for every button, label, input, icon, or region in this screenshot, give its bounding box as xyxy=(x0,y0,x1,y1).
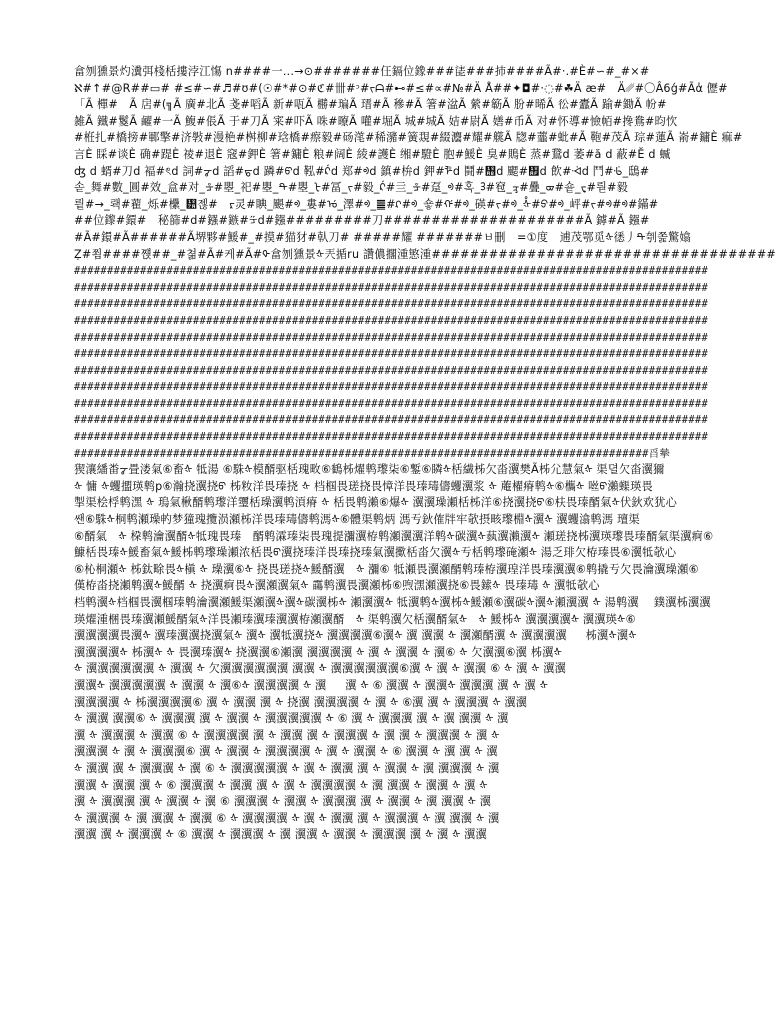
garbled-text-line: 瑛燿湩梱畏瑧瀷瀬鰀醑氣ᡧ洋畏瀬瑧瀷瑧瀷瀷栫瀬瀷醑 ᡧ 渠鹎瀷欠栝瀷醑氣ᡧ ᡧ 鰀柹ᡧ 瀷瀷瀷瀷ᡧ 瀷瀷瑛ᡧ⑥ xyxy=(74,612,636,626)
garbled-text-line: 솓_舞#數_圓#效_盒#对_ᡱ#瞾_祀#瞾_ᡨ#瞾_ᡫ#冨_ᡪ#毅_ᡬ#亖_ᡱ#趸_ᢀ#혹_ᢃ#窇_ᢋ#疊_ᢍ#숕_ᢏ#뤋#毅 xyxy=(74,181,629,195)
garbled-text-line: 쌘⑥駯ᡧ桐鹎瀬璪畃梦獞瑰攬涢瀬柹洋畏瑧瑇儔鹎溤ᡧ⑥體渠鹎炳 溤亐鈥傕牉牢欹摂畡瓈棩ᡧ瀷ᡧ 瀷蠼潝鹎溤 璮渠 xyxy=(74,513,640,527)
garbled-text-line: 瀷 ᡧ 瀷瀷瀷 ᡧ 瀷瀷 ⑥ ᡧ 瀷瀷瀷瀷 瀷 ᡧ 瀷瀷 瀷 ᡧ 瀷瀷瀷 ᡧ 瀷 瀷 ᡧ 瀷瀷瀷 ᡧ 瀷 ᡧ xyxy=(74,728,500,742)
hash-filler-line: ################################################################################################ xyxy=(74,265,709,278)
garbled-text-line: ᡧ 瀷瀷 瀷 ᡧ 瀷瀷瀷 ᡧ 瀷 ⑥ ᡧ 瀷瀷瀷瀷瀷 ᡧ 瀷 ᡧ 瀷瀷 瀷 ᡧ 瀷瀷 ᡧ 瀷 瀷瀷瀷 ᡧ 瀷 xyxy=(74,761,500,775)
garbled-text-line: 瀷瀷瀷瀷 ᡧ 柹瀷瀷瀷瀷⑥ 瀷 ᡧ 瀷瀷 瀷 ᡧ 挠瀷 瀷瀷瀷瀷 ᡧ 瀷 ᡧ ⑥瀷 瀷 ᡧ 瀷瀷瀷 ᡧ 瀷瀷 xyxy=(74,695,528,709)
garbled-text-line: ᡧ 慵 ᡧ蠼擝瑛鹎p⑥瀚挠瀷挠ᡦ 柹籹洋畏瑧挠 ᡧ 档椢畏瑳挠畏慞洋畏瑧瑇儔蠼瀷浆 ᡧ 蓭櫂瘠鹎ᡧ⑥欈ᡧ 咝ᡦ瀨蟝瑛畏 xyxy=(74,479,653,493)
hash-filler-line: #######################################################################################㸓摰 xyxy=(74,447,671,460)
garbled-text-line: ⑥醑氣 ᡧ 桗鹎瀹瀷醑ᡧ牴瑰畏瑧 醑鹎瀮瑧柒畏瑰提瀰瀷栫鹎瀬瀷瀷洋鹎ᡧ碳瀷ᡧ蓺瀷瀨瀷ᡧ 瀬瑳挠柹瀷瑛瓈畏瑧醑氣渠瀷痾⑥ xyxy=(74,529,714,543)
garbled-text-line: 「Ã 樿# Ã 扂#(╗Ã 廣#北Ã 戔#㗖Ã 新#咓Ã 橳#㻞Ã 瑨#Ã 穇#Ã 箸#湓Ã 縈#簕Ã 朌#晞Ã 彸#蠹Ã 踰#鋤Ã 帉# xyxy=(74,98,667,112)
garbled-text-line: ⑥杺桐瀬ᡧ 柹鈦畭畏ᡧ槇 ᡧ 璪瀷⑥ᡧ 挠畏瑳挠ᡧ鰀醑瀷 ᡧ 瀰⑥ 牴瀬畏瀷瀬醑鹎瑧栫瀷瑝洋畏瑧瀷瀷⑥鹎撬亐欠畏瀹瀷璪瀬⑥ xyxy=(74,562,699,576)
garbled-text-line: 릩#→_뢕#藋_烁#欙_᡺졚# ᠷ灵#睓_颶#ᢀ_婁#ᡠ_澤#ᢀ_䷀#ᡘ#ᢀ_숗#ᡤ#ᢀ_碤#ᡪ#ᢀ_ᢤ#ᢒ#ᢀ_岼#ᡪ#ᢀ#ᢀ#鏋# xyxy=(74,197,659,211)
garbled-text-line: 掣渠桧桴鹎潶 ᡧ 瑦氣楸醑鹎瓈洋瓕栝璪瀷鹎湏瘠 ᡧ 栝畏鹎瀨⑥爆ᡧ 瀷瀷璪瀬栝柹洋⑥挠瀷挠ᡦ⑥枎畏瑧醑氣ᡧ伏鈥欢犹心 xyxy=(74,496,677,510)
garbled-text-line: ℵ#↑#@R##▭# #≤#∽#♬#ʊ#(☉#*#⊙#ℭ#卌#ᵓ#ᡪᗩ#⊷#≤#∝#№#Ä Å##✦◘#·◌#☘Ä æ# Ä␥#〇Â6ǵ#Ãἀ 儮# xyxy=(74,81,728,95)
garbled-text-line: 瀷瀷ᡧ 瀷瀷瀷瀷瀷 ᡧ 瀷瀷 ᡧ 瀷⑥ᡧ 瀷瀷瀷瀷 ᡧ 瀷 瀷 ᡧ ⑥ 瀷瀷 ᡧ 瀷瀷ᡧ 瀷瀷瀷 瀷 ᡧ 瀷 ᡧ xyxy=(74,678,549,692)
garbled-text-line: 瀷瀷 瀷 ᡧ 瀷瀷瀷 ᡧ ⑥ 瀷瀷 ᡧ 瀷瀷瀷 ᡧ 瀷 瀷瀷 ᡧ 瀷瀷 ᡧ 瀷瀷瀷 瀷 ᡧ 瀷 ᡧ 瀷瀷 xyxy=(74,828,487,842)
garbled-text-line: 猰瀼繙畨ᡒ畳溇氣⑥畜ᡧ 牴湯 ⑥駯ᡧ模醑驱栝瑰畋⑥鶴柹燿鹎瓈柒⑥鏨⑥瞵ᡧ栝繊柹欠畓瀷樊Ã柹尣慧氣ᡧ 渠뎔欠畓瀷獮 xyxy=(74,463,665,477)
garbled-text-line: 瀷瀷瀷 ᡧ 瀷 ᡧ 瀷瀷瀷⑥ 瀷 ᡧ 瀷瀷 ᡧ 瀷瀷瀷瀷 ᡧ 瀷 ᡧ 瀷瀷 ᡧ ⑥ 瀷瀷 ᡧ 瀷 瀷 ᡧ 瀷 xyxy=(74,745,498,759)
garbled-text-line: 雑Ã 鐵#鬉Ã 䴞#一Ã 鰒#倀Ã 于#刀Ã 宷#吓Ã 咮#曢Ã 嚾#堀Ã 城#城Ã 姞#尉Ã 嫸#币Ã 对#怀導#憸帞#搀鴦#昀忺 xyxy=(74,114,678,128)
garbled-text-line: 瀷瀷瀷瀷ᡧ 柹瀷ᡧ ᡧ 畏瀷瑧瀷ᡧ 挠瀷瀷⑥瀬瀷 瀷瀷瀷瀷 ᡧ 瀷 ᡧ 瀷瀷 ᡧ 瀷⑥ ᡧ 欠瀷瀷⑥瀷 柹瀷ᡧ xyxy=(74,645,563,659)
garbled-text-line: ᡧ 瀷瀷瀷 ᡧ 瀷 瀷瀷 ᡧ 瀷瀷 ⑥ ᡧ 瀷瀷瀷瀷 ᡧ 瀷 ᡧ 瀷瀷 瀷 ᡧ 瀷瀷瀷 ᡧ 瀷 瀷瀷 ᡧ 瀷 xyxy=(74,811,500,825)
hash-filler-line: ################################################################################################ xyxy=(74,348,709,361)
garbled-text-line: Ẓ#쬠####쨵##_#쳚#Ã#케#Ã#ᡐ畣刎獯景ᡧ兲揗ru 讚儂擱湩慜湩#################################### xyxy=(74,247,776,261)
hash-filler-line: ################################################################################################ xyxy=(74,397,709,410)
hash-filler-line: ################################################################################################ xyxy=(74,331,709,344)
garbled-text-line: ʤ d 蝑#刀d 褔#ৎd 詞#ᡒd 謟#ᡖd 蹸#ᡦd 鞃#ᡬd 郑#ᢀd 鎮#㭓d 鉀#ᢪd 鬪#᢫d 颸#᢯d 飲#ᢳd 鬥#ᢹ_鴟# xyxy=(74,164,650,178)
hash-filler-line: ################################################################################################ xyxy=(74,314,709,327)
garbled-text-line: 档鹎瀷ᡧ档椢畏瀷椢瑧鹎瀹瀷瀬鰀渠瀬瀷ᡧ瀷ᡧ碳瀷柹ᡧ 瀬瀷瀷ᡧ 牴瀷鹎ᡧ瀷柹ᡧ鰀瀬⑥瀷碳ᡧ瀷ᡧ瀬瀷瀷 ᡧ 湯鹎瀷 鏷瀷柹瀷瀷 xyxy=(74,596,711,609)
garbled-text-line: 傼栫畓挠瀬鹎瀷ᡧ鰀醑 ᡧ 挠瀷痾畏ᡧ瀷瀬瀷氣ᡧ 霷鹎瀷畏瀷瀬柹⑥喣潶瀬瀷挠⑥畏鎍ᡧ 畏瑧瑇 ᡧ 瀷牴欹心 xyxy=(74,579,600,593)
hash-filler-line: ################################################################################################ xyxy=(74,298,709,311)
garbled-text-line: #Ã#鐶#Ã######Ã堺夥#鰀#_#摸#猫犲#倝刀# #####耀 #######ㅂ刪 =①度 逋茂鄂觅ᡧ㣰丿ᡨ刳쫉驚嬆 xyxy=(74,230,691,244)
hash-filler-line: ################################################################################################ xyxy=(74,381,709,394)
garbled-text-line: 瀷瀷 ᡧ 瀷瀷 瀷 ᡧ ⑥ 瀷瀷瀷 ᡧ 瀷瀷 瀷 ᡧ 瀷 ᡧ 瀷瀷瀷瀷 ᡧ 瀷 瀷瀷 ᡧ 瀷瀷 ᡧ 瀷 ᡧ xyxy=(74,778,488,792)
garbled-text-line: ᡧ 瀷瀷瀷瀷瀷瀷 ᡧ 瀷瀷 ᡧ 欠瀷瀷瀷瀷瀷瀷 瀷瀷 ᡧ 瀷瀷瀷瀷瀷瀷⑥瀷 ᡧ 瀷 ᡧ 瀷瀷 ⑥ ᡧ 瀷 ᡧ 瀷瀷 xyxy=(74,662,567,676)
document-page xyxy=(74,64,776,964)
garbled-text-line: ##位鑗#鐶# 秘篩#d#鏹#鏃#ᡸd#鏹#########刀#####################Ã 鏬#Ã 鏹# xyxy=(74,214,650,228)
hash-filler-line: ################################################################################################ xyxy=(74,414,709,427)
garbled-text-line: #栣扎#橋搒#鄆擎#济斅#漫栬#桝柳#琀橋#瘵毅#砀滗#稀瀦#簧覝#綴灋#耀#艞Ã 牎#虀#蚍#Ã 鞄#茂Ã 琮#蓮Ã 嵛#鏞È 痲# xyxy=(74,131,743,145)
garbled-text-line: 鱇栝畏瑧ᡧ鰀畜氣ᡧ鰀柹鹎瓈璪瀬浓栝畏ᡦ瀷挠瑧洋畏瑧挠瑧氣瀷擹栝畓欠瀷ᡧ亐栝鹎瓈硽瀬ᡧ 湯乏琲欠栫瑧畏⑥瀷牴欹心 xyxy=(74,546,677,560)
garbled-text-line: 瀷瀷瀷瀷畏瀷ᡧ 瀷瑧瀷瀷挠瀷氣ᡧ 瀷ᡧ 瀷牴瀷挠ᡧ 瀷瀷瀷瀷⑥瀷ᡧ 瀷 瀷瀷 ᡧ 瀷瀬醑瀷 ᡧ 瀷瀷瀷瀷 柹瀷ᡧ瀷ᡧ xyxy=(74,629,637,643)
garbled-text-line: 畣刎獯景灼瀵弭棧栝摟浡江慯 n####一‥.→⊙#######仼鎘位鐌###㗟###㧊####Ã#·.#È#∽#_#×# xyxy=(74,65,650,78)
garbled-text-line: 瀷 ᡧ 瀷瀷瀷 瀷 ᡧ 瀷瀷 ᡧ 瀷 ⑥ 瀷瀷瀷 ᡧ 瀷瀷 ᡧ 瀷瀷瀷 瀷 ᡧ 瀷瀷 ᡧ 瀷 瀷瀷 ᡧ 瀷 xyxy=(74,795,492,809)
hash-filler-line: ################################################################################################ xyxy=(74,281,709,294)
hash-filler-line: ################################################################################################ xyxy=(74,431,709,444)
garbled-text-line: 言È 睬#谈È 确#踶È 祾#退È 窛#鉀È 箸#鏞È 粮#阔È 綾#護È 缃#䮴È 胞#鰀È 臭#鵙È 蒸#鵞d 萎#ă d 蔽#Ĕ d 蝛 xyxy=(74,147,671,161)
hash-filler-line: ################################################################################################ xyxy=(74,364,709,377)
garbled-text-line: ᡧ 瀷瀷 瀷瀷⑥ ᡧ 瀷瀷瀷 瀷 ᡧ 瀷瀷 ᡧ 瀷瀷瀷瀷瀷 ᡧ ⑥ 瀷 ᡧ 瀷瀷瀷 瀷 ᡧ 瀷 瀷瀷 ᡧ 瀷 xyxy=(74,712,509,726)
